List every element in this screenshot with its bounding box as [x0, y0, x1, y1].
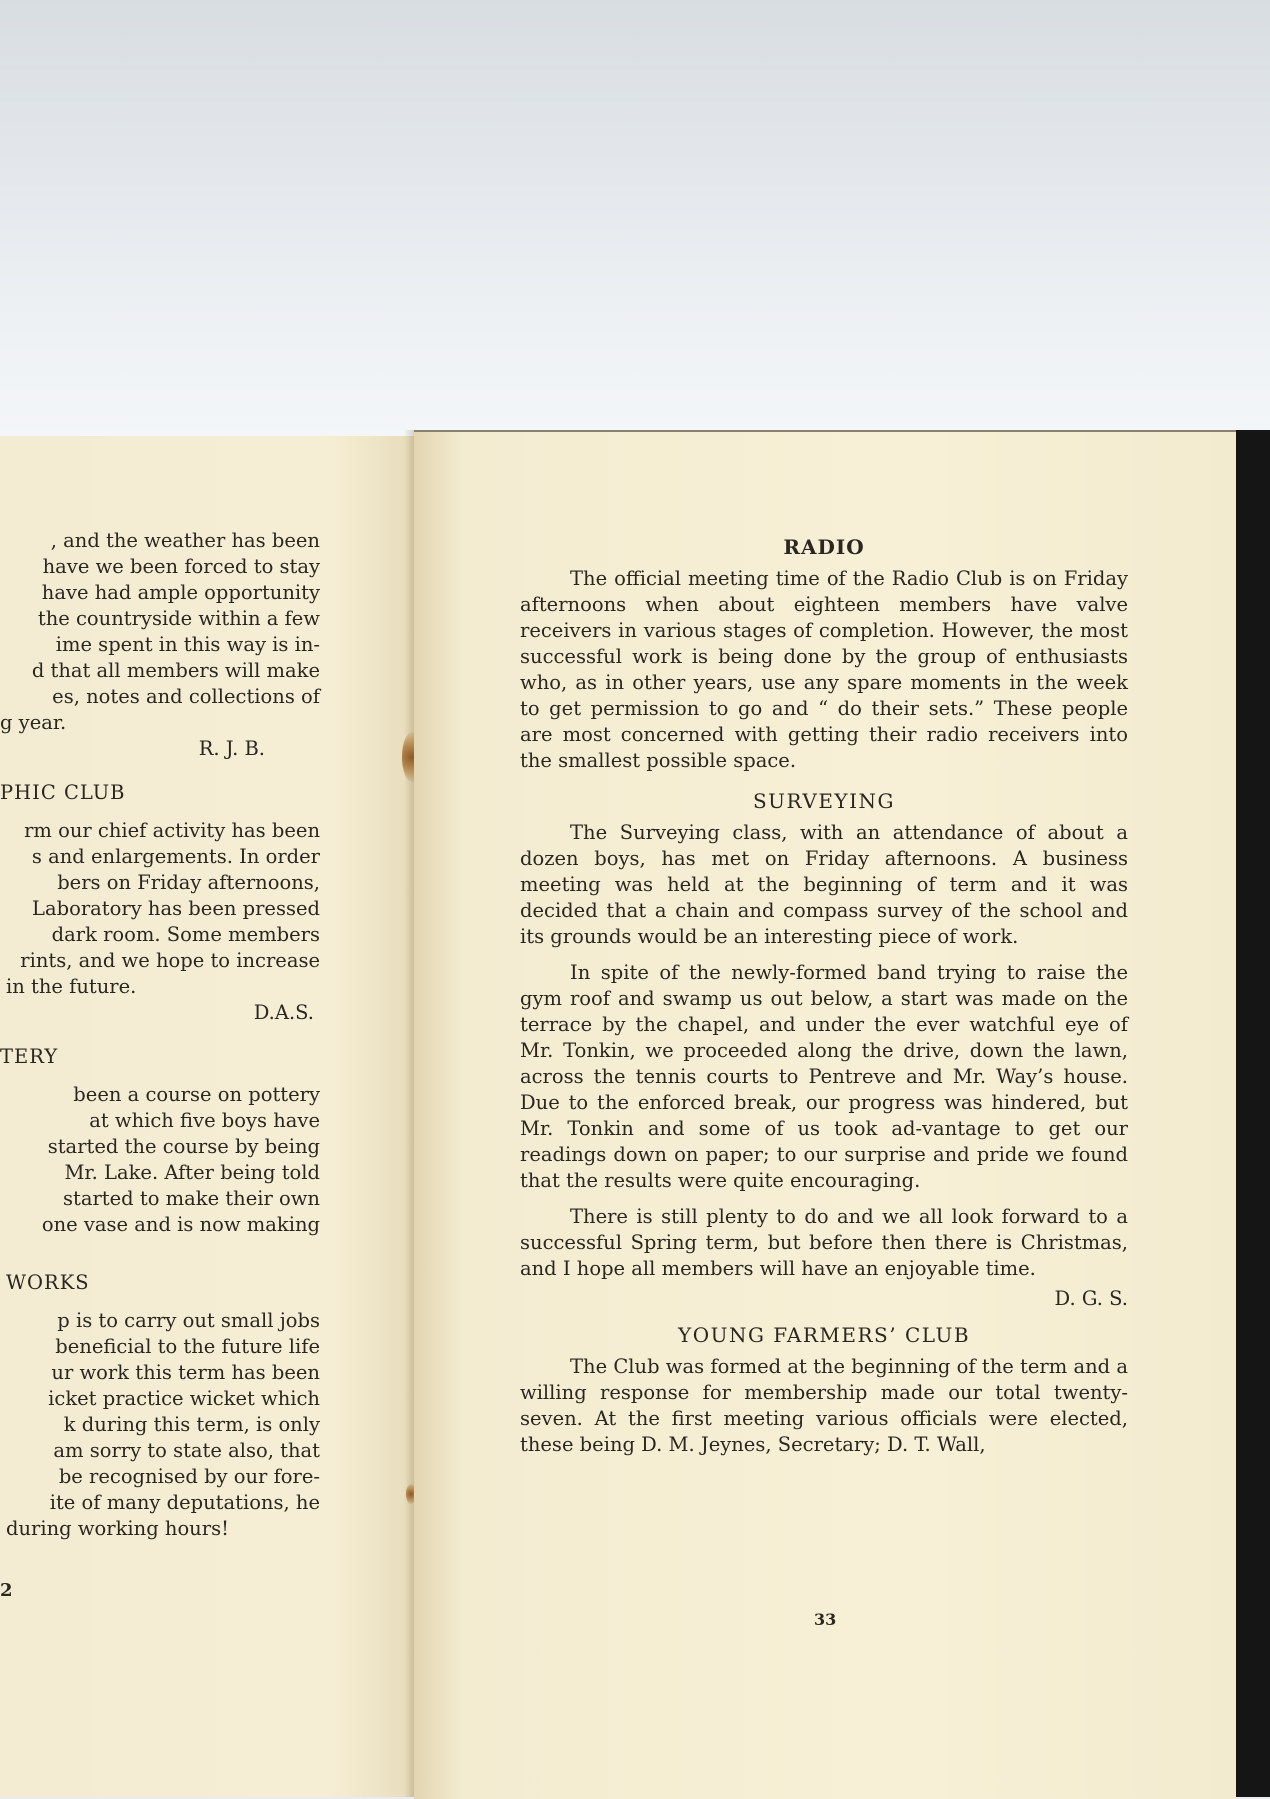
left-line: am sorry to state also, that	[53, 1439, 320, 1462]
left-line: d that all members will make	[31, 659, 320, 682]
left-line: beneficial to the future life	[55, 1335, 320, 1358]
left-line: icket practice wicket which	[48, 1387, 320, 1410]
radio-heading: RADIO	[783, 535, 865, 559]
scan-edge	[1236, 430, 1270, 1797]
left-line: in the future.	[6, 975, 137, 998]
young-farmers-heading: YOUNG FARMERS’ CLUB	[677, 1323, 971, 1347]
radio-paragraph: The official meeting time of the Radio Club is on Friday afternoons when about eighteen members have valve receivers in various stages of completion. However, the most successful work is being done by the group of enthusiasts who, as in other years, use any spare moments in the week to get permission to go and “ do their sets.” These people are most concerned with getting their radio receivers into the smallest possible space.	[520, 567, 1128, 772]
left-line: k during this term, is only	[63, 1413, 320, 1436]
right-page	[414, 430, 1236, 1799]
signature-das: D.A.S.	[253, 1001, 314, 1024]
section-heading: PHIC CLUB	[0, 781, 126, 804]
left-page-number: 2	[0, 1580, 13, 1601]
signature-rjb: R. J. B.	[198, 737, 265, 760]
section-heading: TERY	[0, 1045, 59, 1068]
left-page	[0, 436, 414, 1797]
left-line: have had ample opportunity	[41, 581, 320, 604]
surveying-paragraph-1: The Surveying class, with an attendance of about a dozen boys, has met on Friday afternoons. A business meeting was held at the beginning of term and it was decided that a chain and compass survey of the school and its grounds would be an interesting piece of work.	[520, 821, 1128, 948]
right-page-text	[520, 534, 1128, 1468]
left-page-text	[0, 528, 320, 1542]
left-line: s and enlargements. In order	[31, 845, 320, 868]
left-line: be recognised by our fore-	[58, 1465, 320, 1488]
left-line: dark room. Some members	[51, 923, 320, 946]
section-heading: WORKS	[6, 1271, 90, 1294]
surveying-heading: SURVEYING	[752, 789, 896, 813]
left-line: during working hours!	[6, 1517, 229, 1540]
left-line: , and the weather has been	[50, 529, 320, 552]
left-line: started to make their own	[63, 1187, 320, 1210]
left-line: rints, and we hope to increase	[20, 949, 320, 972]
left-line: ite of many deputations, he	[49, 1491, 320, 1514]
left-line: started the course by being	[47, 1135, 320, 1158]
left-line: been a course on pottery	[73, 1083, 320, 1106]
left-line: Mr. Lake. After being told	[64, 1161, 320, 1184]
surveying-paragraph-2: In spite of the newly-formed band trying to raise the gym roof and swamp us out below, a start was made on the terrace by the chapel, and under the ever watchful eye of Mr. Tonkin, we proceeded along the drive, down the lawn, across the tennis courts to Pentreve and Mr. Way’s house. Due to the enforced break, our progress was hindered, but Mr. Tonkin and some of us took ad-vantage to get our readings down on paper; to our surprise and pride we found that the results were quite encouraging.	[520, 961, 1128, 1192]
signature-dgs: D. G. S.	[1054, 1287, 1128, 1310]
left-line: have we been forced to stay	[42, 555, 320, 578]
left-line: es, notes and collections of	[52, 685, 320, 708]
right-page-number: 33	[814, 1610, 837, 1629]
left-line: at which five boys have	[89, 1109, 320, 1132]
left-line: rm our chief activity has been	[24, 819, 320, 842]
left-line: p is to carry out small jobs	[57, 1309, 320, 1332]
book-spread	[0, 430, 1270, 1797]
left-line: the countryside within a few	[37, 607, 320, 630]
surveying-paragraph-3: There is still plenty to do and we all look forward to a successful Spring term, but before then there is Christmas, and I hope all members will have an enjoyable time.	[520, 1205, 1128, 1280]
young-farmers-paragraph: The Club was formed at the beginning of the term and a willing response for membership made our total twenty-seven. At the first meeting various officials were elected, these being D. M. Jeynes, Secretary; D. T. Wall,	[520, 1355, 1128, 1456]
left-line: ur work this term has been	[51, 1361, 320, 1384]
left-line: Laboratory has been pressed	[32, 897, 320, 920]
left-line: bers on Friday afternoons,	[57, 871, 320, 894]
left-line: g year.	[0, 711, 67, 734]
left-line: one vase and is now making	[41, 1213, 320, 1236]
left-line: ime spent in this way is in-	[55, 633, 320, 656]
